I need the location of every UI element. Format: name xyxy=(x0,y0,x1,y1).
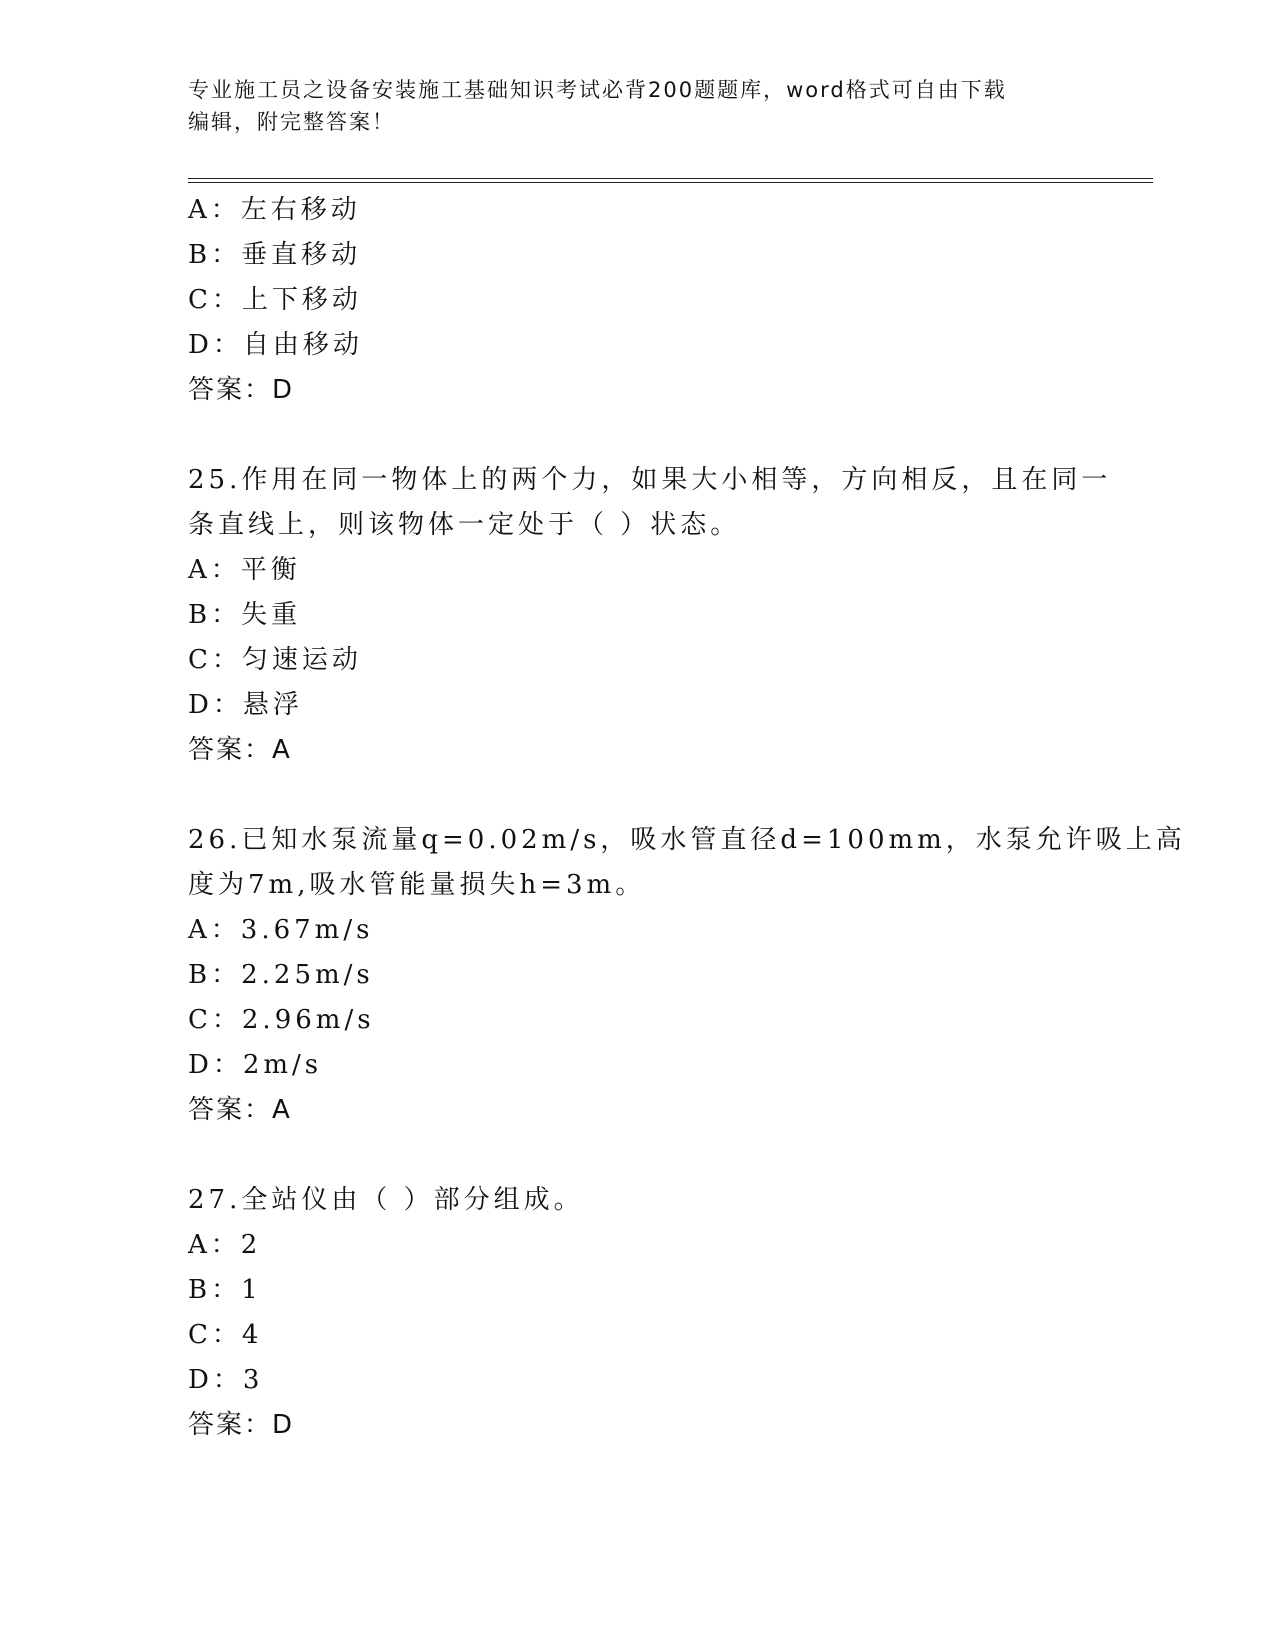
q27-option-a: A：2 xyxy=(188,1230,262,1260)
document-header xyxy=(188,74,1068,138)
q24-option-d: D：自由移动 xyxy=(188,330,363,360)
q25-option-d: D：悬浮 xyxy=(188,690,303,720)
q26-option-b: B：2.25m/s xyxy=(188,960,374,990)
q25-option-b: B：失重 xyxy=(188,600,302,630)
q26-answer: 答案：A xyxy=(188,1095,292,1125)
q25-answer: 答案：A xyxy=(188,735,292,765)
q26-option-a: A：3.67m/s xyxy=(188,915,374,945)
q27-stem-line-1: 27.全站仪由（ ）部分组成。 xyxy=(188,1185,584,1215)
q25-option-a: A：平衡 xyxy=(188,555,301,585)
header-line-1: 专业施工员之设备安装施工基础知识考试必背200题题库，word格式可自由下载 xyxy=(188,78,1007,102)
q24-answer: 答案：D xyxy=(188,375,295,405)
q27-option-b: B：1 xyxy=(188,1275,262,1305)
q26-option-d: D：2m/s xyxy=(188,1050,323,1080)
q27-answer: 答案：D xyxy=(188,1410,295,1440)
q26-option-c: C：2.96m/s xyxy=(188,1005,375,1035)
q25-stem-line-1: 25.作用在同一物体上的两个力，如果大小相等，方向相反，且在同一 xyxy=(188,465,1112,495)
q27-option-c: C：4 xyxy=(188,1320,263,1350)
header-rule-top xyxy=(188,178,1153,179)
q26-stem-line-1: 26.已知水泵流量q=0.02m/s，吸水管直径d=100mm，水泵允许吸上高 xyxy=(188,825,1186,855)
q24-option-a: A：左右移动 xyxy=(188,195,361,225)
q24-option-c: C：上下移动 xyxy=(188,285,362,315)
q26-stem-line-2: 度为7m,吸水管能量损失h=3m。 xyxy=(188,870,646,900)
header-rule-bottom xyxy=(188,182,1153,183)
q25-stem-line-2: 条直线上，则该物体一定处于（ ）状态。 xyxy=(188,510,741,540)
q25-option-c: C：匀速运动 xyxy=(188,645,362,675)
q27-option-d: D：3 xyxy=(188,1365,264,1395)
q24-option-b: B：垂直移动 xyxy=(188,240,362,270)
header-line-2: 编辑，附完整答案！ xyxy=(188,110,395,134)
